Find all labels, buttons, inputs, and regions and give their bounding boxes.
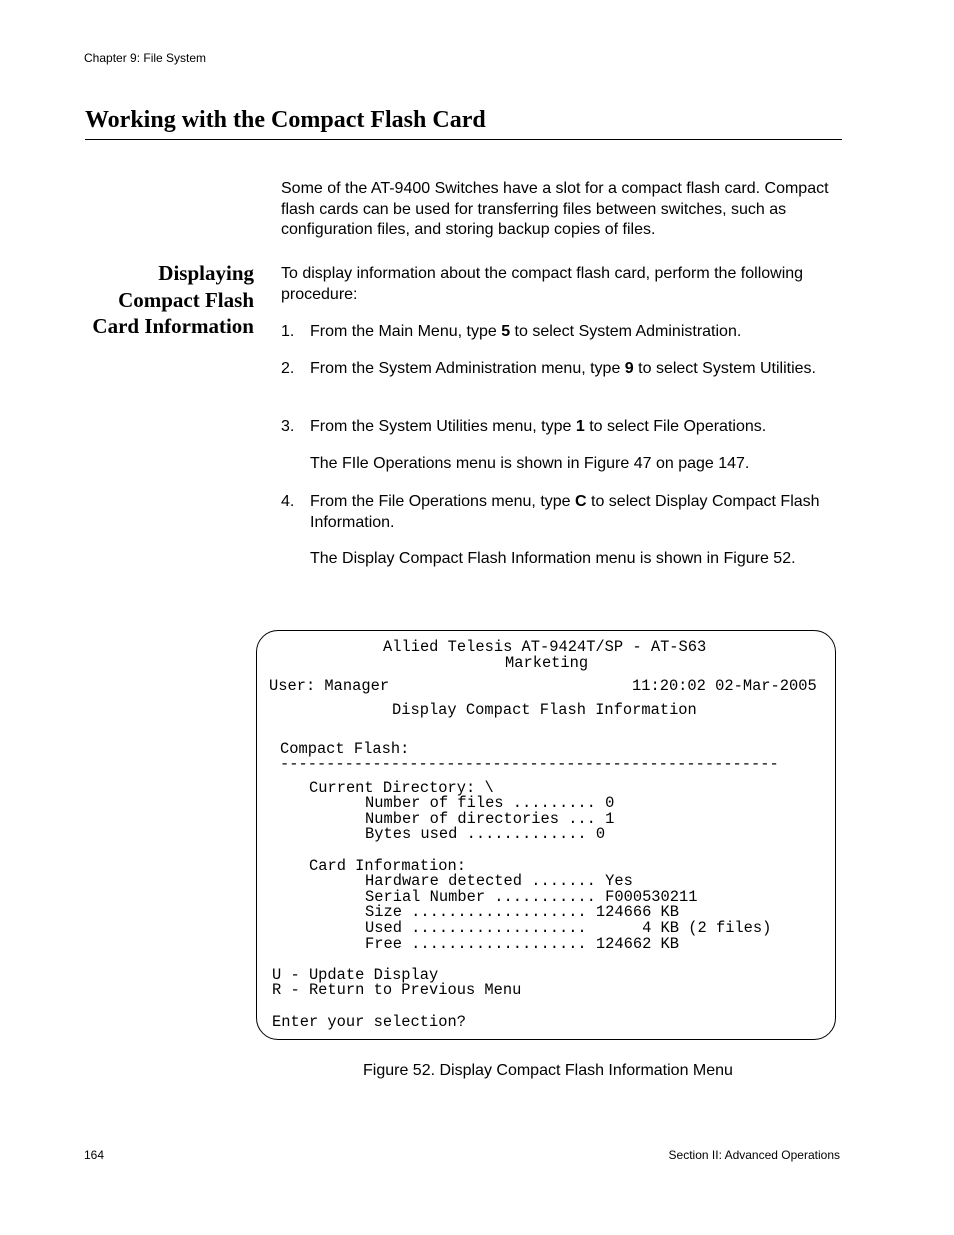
step-text-part: From the System Administration menu, type [310, 360, 625, 377]
terminal-menu-title: Display Compact Flash Information [392, 701, 697, 719]
terminal-current-directory: Current Directory: \ [309, 779, 494, 797]
terminal-serial-number: Serial Number ........... F000530211 [365, 888, 698, 906]
running-footer: Section II: Advanced Operations [668, 1148, 840, 1162]
step-key: 5 [501, 323, 511, 340]
step-number: 3. [281, 418, 295, 435]
step-text-part: to select File Operations. [584, 418, 767, 435]
side-heading-line: Card Information [92, 314, 254, 338]
step-note: The FIle Operations menu is shown in Figure 47 on page 147. [310, 455, 750, 472]
step-number: 1. [281, 323, 295, 340]
side-heading [60, 260, 254, 340]
procedure-intro: To display information about the compact flash card, perform the following procedure: [281, 265, 804, 303]
terminal-number-of-files: Number of files ......... 0 [365, 794, 615, 812]
step-key: C [575, 493, 587, 510]
step-text-part: to select System Utilities. [633, 360, 816, 377]
terminal-card-information: Card Information: [309, 857, 467, 875]
step-number: 2. [281, 360, 295, 377]
page-number: 164 [84, 1148, 105, 1162]
step-text [310, 417, 845, 438]
terminal-time-line: 11:20:02 02-Mar-2005 [632, 677, 817, 695]
terminal-size: Size ................... 124666 KB [365, 903, 680, 921]
terminal-return-option[interactable]: R - Return to Previous Menu [272, 981, 522, 999]
terminal-divider: ------------------------------------------------------ [280, 755, 779, 773]
terminal-location-line: Marketing [505, 654, 589, 672]
step-text [310, 359, 845, 380]
side-heading-line: Compact Flash [118, 287, 254, 312]
step-text-part: to select Display Compact Flash Information. [310, 493, 820, 531]
terminal-bytes-used: Bytes used ............. 0 [365, 825, 606, 843]
section-title: Working with the Compact Flash Card [85, 107, 486, 133]
figure-caption: Figure 52. Display Compact Flash Information Menu [363, 1062, 733, 1079]
step-key: 9 [624, 360, 634, 377]
terminal-cf-label: Compact Flash: [280, 740, 410, 758]
side-heading-line: Displaying [158, 261, 254, 285]
intro-paragraph: Some of the AT-9400 Switches have a slot for a compact flash card. Compact flash cards can be used for transferring files between switches, such as configuration files, and storing backup copies of files. [281, 180, 829, 238]
terminal-title-line: Allied Telesis AT-9424T/SP - AT-S63 [383, 638, 707, 656]
title-rule [85, 139, 842, 140]
terminal-used: Used ................... 4 KB (2 files) [365, 919, 772, 937]
step-number: 4. [281, 493, 295, 510]
step-text-part: From the File Operations menu, type [310, 493, 575, 510]
step-key: 1 [575, 418, 585, 435]
step-text-part: to select System Administration. [510, 323, 742, 340]
step-text-part: From the Main Menu, type [310, 323, 502, 340]
running-header: Chapter 9: File System [84, 51, 207, 65]
terminal-user-line: User: Manager [269, 677, 390, 695]
terminal-hardware-detected: Hardware detected ....... Yes [365, 872, 633, 890]
step-note: The Display Compact Flash Information menu is shown in Figure 52. [310, 550, 796, 567]
step-text [310, 322, 845, 343]
terminal-number-of-directories: Number of directories ... 1 [365, 810, 615, 828]
step-text-part: From the System Utilities menu, type [310, 418, 576, 435]
terminal-update-option[interactable]: U - Update Display [272, 966, 439, 984]
terminal-prompt[interactable]: Enter your selection? [272, 1013, 466, 1031]
terminal-free: Free ................... 124662 KB [365, 935, 680, 953]
step-text [310, 492, 845, 533]
